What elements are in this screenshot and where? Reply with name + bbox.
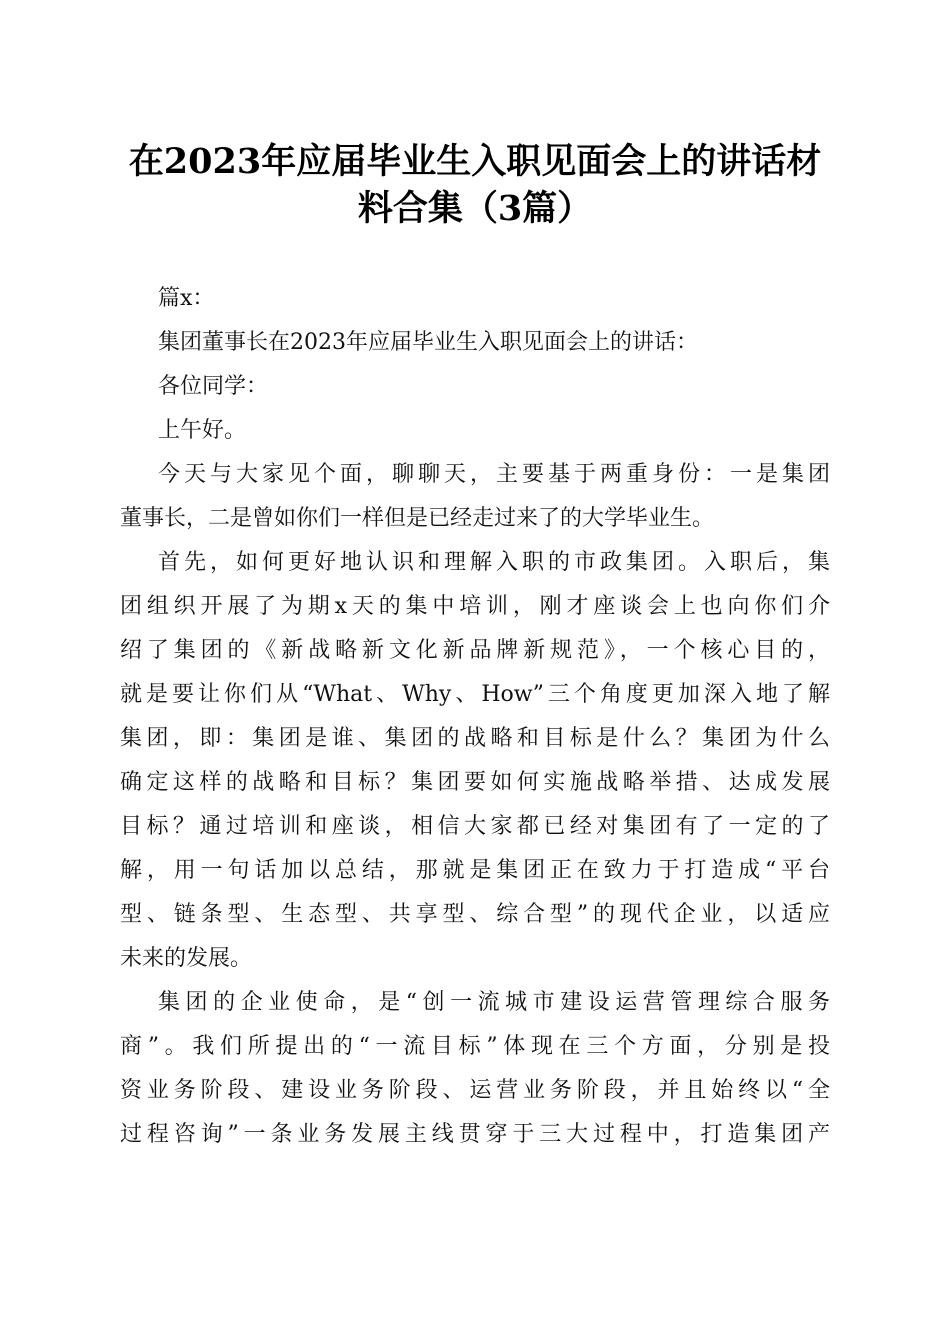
paragraph-line: 过程咨询”一条业务发展主线贯穿于三大过程中，打造集团产 [120, 1122, 830, 1147]
paragraph-line: 首先，如何更好地认识和理解入职的市政集团。入职后，集 [158, 550, 830, 575]
paragraph-line: 确定这样的战略和目标？集团要如何实施战略举措、达成发展 [120, 770, 830, 795]
paragraph-line: 绍了集团的《新战略新文化新品牌新规范》，一个核心目的， [120, 638, 830, 663]
paragraph-line: 篇x： [158, 286, 215, 311]
paragraph-line: 商”。我们所提出的“一流目标”体现在三个方面，分别是投 [120, 1034, 830, 1059]
paragraph-line: 集团的企业使命，是“创一流城市建设运营管理综合服务 [158, 990, 830, 1015]
document-body [120, 277, 830, 1157]
paragraph-line: 目标？通过培训和座谈，相信大家都已经对集团有了一定的了 [120, 814, 830, 839]
paragraph-line: 团组织开展了为期x天的集中培训，刚才座谈会上也向你们介 [120, 594, 830, 619]
title-line: 在2023年应届毕业生入职见面会上的讲话材 [128, 141, 822, 182]
paragraph-line: 集团，即：集团是谁、集团的战略和目标是什么？集团为什么 [120, 726, 830, 751]
paragraph-line: 资业务阶段、建设业务阶段、运营业务阶段，并且始终以“全 [120, 1078, 830, 1103]
paragraph-line: 未来的发展。 [120, 946, 253, 971]
paragraph-line: 今天与大家见个面，聊聊天，主要基于两重身份：一是集团 [158, 462, 830, 487]
paragraph-line: 董事长，二是曾如你们一样但是已经走过来了的大学毕业生。 [120, 506, 715, 531]
paragraph-line: 上午好。 [158, 418, 247, 443]
paragraph-line: 各位同学： [158, 374, 269, 399]
title-line: 料合集（3篇） [357, 188, 593, 229]
paragraph-line: 就是要让你们从“What、Why、How”三个角度更加深入地了解 [120, 682, 830, 707]
paragraph-line: 解，用一句话加以总结，那就是集团正在致力于打造成“平台 [120, 858, 830, 883]
paragraph-line: 型、链条型、生态型、共享型、综合型”的现代企业，以适应 [120, 902, 830, 927]
document-title [120, 138, 830, 232]
paragraph-line: 集团董事长在2023年应届毕业生入职见面会上的讲话： [158, 330, 698, 355]
